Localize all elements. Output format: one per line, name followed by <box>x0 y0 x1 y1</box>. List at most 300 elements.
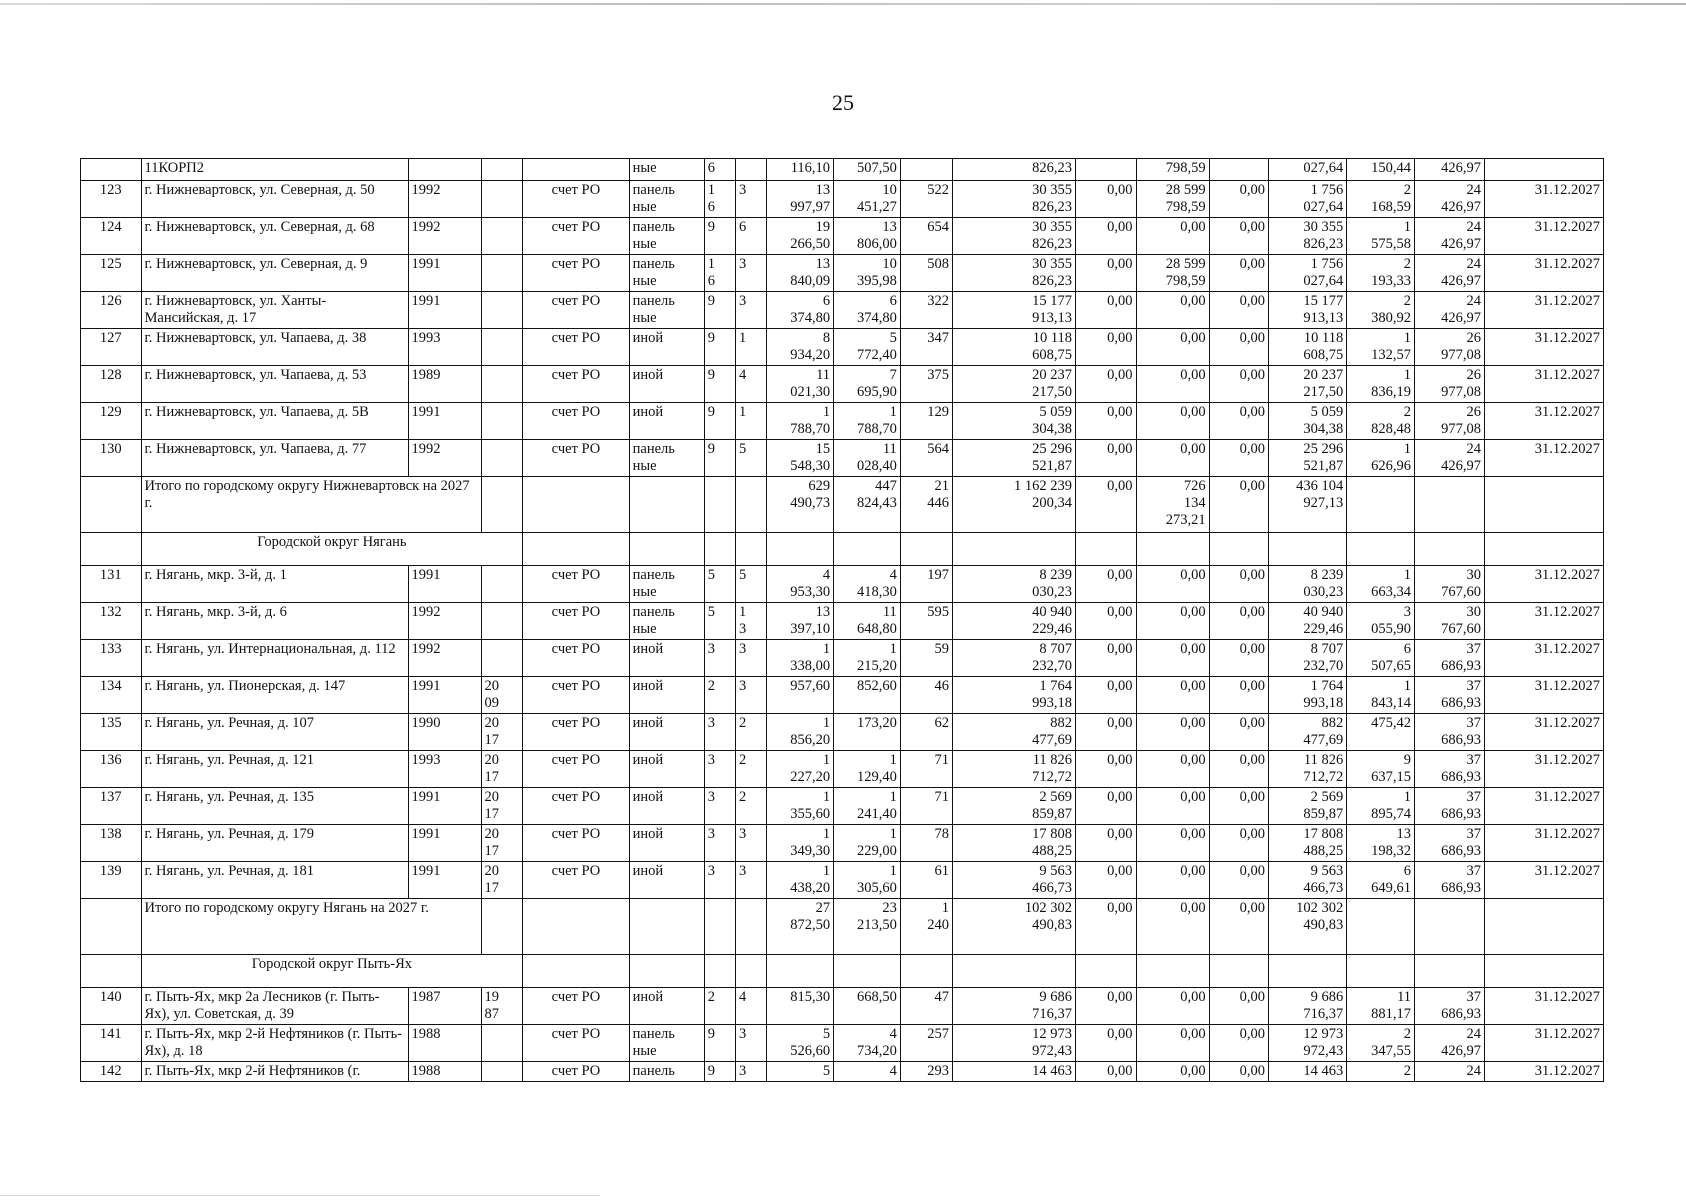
municipal-funds-cell: 0,00 <box>1136 714 1209 751</box>
address-cell: г. Нижневартовск, ул. Северная, д. 68 <box>141 218 408 255</box>
total-cost-cell: 9 686 716,37 <box>952 988 1075 1025</box>
other-funds-cell: 0,00 <box>1209 566 1268 603</box>
total-cost-cell: 826,23 <box>952 159 1075 181</box>
entrances-cell: 1 <box>736 329 767 366</box>
fund-type-cell: счет РО <box>523 566 629 603</box>
row-number-cell: 134 <box>81 677 142 714</box>
total-area-cell: 1 338,00 <box>767 640 834 677</box>
empty-cell <box>81 159 142 181</box>
entrances-cell: 4 <box>736 988 767 1025</box>
empty-cell <box>523 899 629 955</box>
year-built-cell: 1992 <box>408 603 481 640</box>
floors-cell: 2 <box>704 988 735 1025</box>
fund-type-cell: счет РО <box>523 988 629 1025</box>
year-built-cell: 1991 <box>408 255 481 292</box>
max-unit-cost-cell: 37 686,93 <box>1415 862 1485 899</box>
total-label-cell: Итого по городскому округу Нягань на 2027 г. <box>141 899 481 955</box>
table-row <box>81 640 1604 677</box>
row-number-cell: 132 <box>81 603 142 640</box>
section-header-row <box>81 955 1604 988</box>
empty-cell <box>1347 477 1415 533</box>
fund-type-cell: счет РО <box>523 677 629 714</box>
year-built-cell: 1992 <box>408 440 481 477</box>
owners-funds-cell: 8 707 232,70 <box>1269 640 1347 677</box>
year-renovated-cell: 20 17 <box>481 825 523 862</box>
residents-cell: 71 <box>900 751 952 788</box>
other-funds-cell: 0,00 <box>1209 751 1268 788</box>
total-cost-cell: 15 177 913,13 <box>952 292 1075 329</box>
floors-cell: 5 <box>704 566 735 603</box>
unit-cost-cell: 6 649,61 <box>1347 862 1415 899</box>
wall-material-cell: панель ные <box>629 218 704 255</box>
unit-cost-cell: 2 380,92 <box>1347 292 1415 329</box>
deadline-cell: 31.12.2027 <box>1484 751 1603 788</box>
year-built-cell: 1987 <box>408 988 481 1025</box>
residents-cell: 61 <box>900 862 952 899</box>
unit-cost-cell: 2 347,55 <box>1347 1025 1415 1062</box>
max-unit-cost-cell: 24 426,97 <box>1415 1025 1485 1062</box>
total-area-cell: 13 997,97 <box>767 181 834 218</box>
regional-funds-cell: 0,00 <box>1076 751 1137 788</box>
year-renovated-cell <box>481 566 523 603</box>
unit-cost-cell: 1 626,96 <box>1347 440 1415 477</box>
table-row <box>81 1062 1604 1082</box>
entrances-cell: 5 <box>736 440 767 477</box>
municipal-funds-cell: 0,00 <box>1136 329 1209 366</box>
owners-funds-cell: 11 826 712,72 <box>1269 751 1347 788</box>
unit-cost-cell: 2 168,59 <box>1347 181 1415 218</box>
section-title-cell: Городской округ Нягань <box>141 533 523 566</box>
max-unit-cost-cell: 26 977,08 <box>1415 366 1485 403</box>
empty-cell <box>1484 533 1603 566</box>
max-unit-cost-cell: 37 686,93 <box>1415 988 1485 1025</box>
floors-cell: 9 <box>704 218 735 255</box>
total-cost-cell: 10 118 608,75 <box>952 329 1075 366</box>
empty-cell <box>523 955 629 988</box>
row-number-cell: 136 <box>81 751 142 788</box>
address-cell: г. Пыть-Ях, мкр 2-й Нефтяников (г. <box>141 1062 408 1082</box>
wall-material-cell: панель ные <box>629 603 704 640</box>
unit-cost-cell: 11 881,17 <box>1347 988 1415 1025</box>
other-funds-cell: 0,00 <box>1209 988 1268 1025</box>
year-renovated-cell: 19 87 <box>481 988 523 1025</box>
continuation-row <box>81 159 1604 181</box>
residents-cell: 59 <box>900 640 952 677</box>
year-renovated-cell: 20 17 <box>481 862 523 899</box>
owners-funds-cell: 9 686 716,37 <box>1269 988 1347 1025</box>
total-row <box>81 477 1604 533</box>
address-cell: г. Нижневартовск, ул. Ханты-Мансийская, д. 17 <box>141 292 408 329</box>
unit-cost-cell: 1 132,57 <box>1347 329 1415 366</box>
table-row <box>81 403 1604 440</box>
living-area-cell: 5 772,40 <box>834 329 901 366</box>
entrances-cell: 2 <box>736 714 767 751</box>
living-area-cell: 11 028,40 <box>834 440 901 477</box>
empty-cell <box>1415 955 1485 988</box>
regional-funds-cell: 0,00 <box>1076 1062 1137 1082</box>
year-renovated-cell <box>481 292 523 329</box>
max-unit-cost-cell: 26 977,08 <box>1415 329 1485 366</box>
year-built-cell: 1991 <box>408 677 481 714</box>
max-unit-cost-cell: 30 767,60 <box>1415 566 1485 603</box>
floors-cell: 2 <box>704 677 735 714</box>
living-area-cell: 13 806,00 <box>834 218 901 255</box>
empty-cell <box>704 477 735 533</box>
living-area-cell: 173,20 <box>834 714 901 751</box>
wall-material-cell: иной <box>629 825 704 862</box>
table-row <box>81 677 1604 714</box>
entrances-cell: 3 <box>736 677 767 714</box>
municipal-funds-cell: 0,00 <box>1136 1062 1209 1082</box>
address-cell: г. Нижневартовск, ул. Чапаева, д. 5В <box>141 403 408 440</box>
owners-funds-cell: 1 756 027,64 <box>1269 255 1347 292</box>
owners-funds-cell: 882 477,69 <box>1269 714 1347 751</box>
year-built-cell: 1991 <box>408 292 481 329</box>
row-number-cell: 129 <box>81 403 142 440</box>
floors-cell: 3 <box>704 751 735 788</box>
living-area-cell: 4 <box>834 1062 901 1082</box>
empty-cell <box>834 955 901 988</box>
owners-funds-cell: 17 808 488,25 <box>1269 825 1347 862</box>
total-cost-cell: 11 826 712,72 <box>952 751 1075 788</box>
fund-type-cell: счет РО <box>523 751 629 788</box>
row-number-cell: 137 <box>81 788 142 825</box>
floors-cell: 1 6 <box>704 255 735 292</box>
total-area-cell: 6 374,80 <box>767 292 834 329</box>
entrances-cell: 6 <box>736 218 767 255</box>
year-built-cell: 1989 <box>408 366 481 403</box>
floors-cell: 3 <box>704 788 735 825</box>
total-area-cell: 116,10 <box>767 159 834 181</box>
deadline-cell: 31.12.2027 <box>1484 566 1603 603</box>
deadline-cell: 31.12.2027 <box>1484 714 1603 751</box>
other-funds-cell: 0,00 <box>1209 640 1268 677</box>
total-row <box>81 899 1604 955</box>
row-number-cell: 135 <box>81 714 142 751</box>
living-area-cell: 1 129,40 <box>834 751 901 788</box>
deadline-cell: 31.12.2027 <box>1484 603 1603 640</box>
total-cost-cell: 1 162 239 200,34 <box>952 477 1075 533</box>
total-area-cell: 629 490,73 <box>767 477 834 533</box>
year-built-cell: 1988 <box>408 1062 481 1082</box>
owners-funds-cell: 9 563 466,73 <box>1269 862 1347 899</box>
table-row <box>81 566 1604 603</box>
total-cost-cell: 1 764 993,18 <box>952 677 1075 714</box>
max-unit-cost-cell: 26 977,08 <box>1415 403 1485 440</box>
max-unit-cost-cell: 37 686,93 <box>1415 714 1485 751</box>
municipal-funds-cell: 0,00 <box>1136 640 1209 677</box>
year-built-cell: 1991 <box>408 862 481 899</box>
table-row <box>81 181 1604 218</box>
empty-cell <box>1484 159 1603 181</box>
empty-cell <box>81 533 142 566</box>
table-row <box>81 329 1604 366</box>
empty-cell <box>523 159 629 181</box>
deadline-cell: 31.12.2027 <box>1484 366 1603 403</box>
table-row <box>81 255 1604 292</box>
entrances-cell: 3 <box>736 862 767 899</box>
year-renovated-cell <box>481 403 523 440</box>
unit-cost-cell: 9 637,15 <box>1347 751 1415 788</box>
wall-material-cell: иной <box>629 329 704 366</box>
residents-cell: 46 <box>900 677 952 714</box>
empty-cell <box>767 955 834 988</box>
address-cell: г. Нягань, мкр. 3-й, д. 1 <box>141 566 408 603</box>
owners-funds-cell: 102 302 490,83 <box>1269 899 1347 955</box>
owners-funds-cell: 027,64 <box>1269 159 1347 181</box>
empty-cell <box>704 899 735 955</box>
living-area-cell: 507,50 <box>834 159 901 181</box>
empty-cell <box>1347 533 1415 566</box>
entrances-cell: 3 <box>736 1025 767 1062</box>
regional-funds-cell: 0,00 <box>1076 566 1137 603</box>
empty-cell <box>481 899 523 955</box>
empty-cell <box>952 533 1075 566</box>
total-area-cell: 1 355,60 <box>767 788 834 825</box>
municipal-funds-cell: 0,00 <box>1136 788 1209 825</box>
empty-cell <box>481 477 523 533</box>
floors-cell: 3 <box>704 714 735 751</box>
row-number-cell: 123 <box>81 181 142 218</box>
address-cell: г. Пыть-Ях, мкр 2а Лесников (г. Пыть-Ях), ул. Советская, д. 39 <box>141 988 408 1025</box>
empty-cell <box>736 159 767 181</box>
wall-material-cell: панель ные <box>629 1025 704 1062</box>
regional-funds-cell: 0,00 <box>1076 403 1137 440</box>
unit-cost-cell: 475,42 <box>1347 714 1415 751</box>
other-funds-cell: 0,00 <box>1209 603 1268 640</box>
total-area-cell: 1 349,30 <box>767 825 834 862</box>
floors-cell: 3 <box>704 825 735 862</box>
empty-cell <box>1415 899 1485 955</box>
max-unit-cost-cell: 37 686,93 <box>1415 751 1485 788</box>
living-area-cell: 4 734,20 <box>834 1025 901 1062</box>
floors-cell: 1 6 <box>704 181 735 218</box>
municipal-funds-cell: 0,00 <box>1136 677 1209 714</box>
section-title-cell: Городской округ Пыть-Ях <box>141 955 523 988</box>
owners-funds-cell: 1 764 993,18 <box>1269 677 1347 714</box>
other-funds-cell: 0,00 <box>1209 255 1268 292</box>
table-row <box>81 292 1604 329</box>
empty-cell <box>523 533 629 566</box>
total-cost-cell: 25 296 521,87 <box>952 440 1075 477</box>
floors-cell: 3 <box>704 640 735 677</box>
entrances-cell: 3 <box>736 181 767 218</box>
other-funds-cell: 0,00 <box>1209 862 1268 899</box>
year-renovated-cell <box>481 440 523 477</box>
empty-cell <box>408 159 481 181</box>
total-area-cell: 5 <box>767 1062 834 1082</box>
unit-cost-cell: 1 836,19 <box>1347 366 1415 403</box>
regional-funds-cell: 0,00 <box>1076 603 1137 640</box>
table-row <box>81 788 1604 825</box>
unit-cost-cell: 6 507,65 <box>1347 640 1415 677</box>
empty-cell <box>736 477 767 533</box>
wall-material-cell: иной <box>629 640 704 677</box>
living-area-cell: 447 824,43 <box>834 477 901 533</box>
entrances-cell: 2 <box>736 788 767 825</box>
other-funds-cell: 0,00 <box>1209 1025 1268 1062</box>
empty-cell <box>523 477 629 533</box>
total-cost-cell: 8 707 232,70 <box>952 640 1075 677</box>
living-area-cell: 11 648,80 <box>834 603 901 640</box>
max-unit-cost-cell: 37 686,93 <box>1415 825 1485 862</box>
deadline-cell: 31.12.2027 <box>1484 181 1603 218</box>
owners-funds-cell: 25 296 521,87 <box>1269 440 1347 477</box>
deadline-cell: 31.12.2027 <box>1484 218 1603 255</box>
total-area-cell: 13 840,09 <box>767 255 834 292</box>
year-built-cell: 1993 <box>408 329 481 366</box>
floors-cell: 9 <box>704 366 735 403</box>
table-row <box>81 751 1604 788</box>
fund-type-cell: счет РО <box>523 292 629 329</box>
row-number-cell: 126 <box>81 292 142 329</box>
other-funds-cell: 0,00 <box>1209 329 1268 366</box>
address-cell: г. Нижневартовск, ул. Чапаева, д. 77 <box>141 440 408 477</box>
deadline-cell: 31.12.2027 <box>1484 292 1603 329</box>
regional-funds-cell: 0,00 <box>1076 255 1137 292</box>
owners-funds-cell: 1 756 027,64 <box>1269 181 1347 218</box>
residents-cell: 129 <box>900 403 952 440</box>
municipal-funds-cell: 0,00 <box>1136 1025 1209 1062</box>
year-built-cell: 1991 <box>408 403 481 440</box>
regional-funds-cell: 0,00 <box>1076 218 1137 255</box>
fund-type-cell: счет РО <box>523 218 629 255</box>
deadline-cell: 31.12.2027 <box>1484 1025 1603 1062</box>
empty-cell <box>704 955 735 988</box>
empty-cell <box>1076 955 1137 988</box>
total-area-cell: 11 021,30 <box>767 366 834 403</box>
table-row <box>81 862 1604 899</box>
table-row <box>81 218 1604 255</box>
residents-cell: 257 <box>900 1025 952 1062</box>
total-label-cell: Итого по городскому округу Нижневартовск на 2027 г. <box>141 477 481 533</box>
empty-cell <box>481 159 523 181</box>
address-cell: г. Нижневартовск, ул. Чапаева, д. 53 <box>141 366 408 403</box>
municipal-funds-cell: 0,00 <box>1136 862 1209 899</box>
floors-cell: 9 <box>704 292 735 329</box>
address-cell: г. Нягань, ул. Речная, д. 121 <box>141 751 408 788</box>
table-row <box>81 366 1604 403</box>
year-renovated-cell: 20 09 <box>481 677 523 714</box>
empty-cell <box>1269 533 1347 566</box>
municipal-funds-cell: 28 599 798,59 <box>1136 181 1209 218</box>
empty-cell <box>1415 533 1485 566</box>
unit-cost-cell: 2 <box>1347 1062 1415 1082</box>
owners-funds-cell: 8 239 030,23 <box>1269 566 1347 603</box>
total-area-cell: 19 266,50 <box>767 218 834 255</box>
unit-cost-cell: 1 843,14 <box>1347 677 1415 714</box>
residents-cell: 21 446 <box>900 477 952 533</box>
empty-cell <box>1209 533 1268 566</box>
year-built-cell: 1992 <box>408 181 481 218</box>
entrances-cell: 4 <box>736 366 767 403</box>
empty-cell <box>736 955 767 988</box>
owners-funds-cell: 40 940 229,46 <box>1269 603 1347 640</box>
address-cell: 11КОРП2 <box>141 159 408 181</box>
row-number-cell: 125 <box>81 255 142 292</box>
scan-artifact-bottom <box>0 1195 600 1196</box>
total-area-cell: 4 953,30 <box>767 566 834 603</box>
year-renovated-cell <box>481 603 523 640</box>
total-cost-cell: 40 940 229,46 <box>952 603 1075 640</box>
municipal-funds-cell: 0,00 <box>1136 292 1209 329</box>
total-cost-cell: 30 355 826,23 <box>952 255 1075 292</box>
total-cost-cell: 30 355 826,23 <box>952 218 1075 255</box>
empty-cell <box>1136 955 1209 988</box>
total-area-cell: 15 548,30 <box>767 440 834 477</box>
table-row <box>81 440 1604 477</box>
municipal-funds-cell: 798,59 <box>1136 159 1209 181</box>
fund-type-cell: счет РО <box>523 640 629 677</box>
empty-cell <box>81 955 142 988</box>
total-cost-cell: 14 463 <box>952 1062 1075 1082</box>
regional-funds-cell: 0,00 <box>1076 714 1137 751</box>
empty-cell <box>900 955 952 988</box>
year-renovated-cell <box>481 218 523 255</box>
row-number-cell: 139 <box>81 862 142 899</box>
deadline-cell: 31.12.2027 <box>1484 329 1603 366</box>
empty-cell <box>1484 899 1603 955</box>
living-area-cell: 7 695,90 <box>834 366 901 403</box>
total-cost-cell: 882 477,69 <box>952 714 1075 751</box>
year-renovated-cell: 20 17 <box>481 714 523 751</box>
empty-cell <box>629 533 704 566</box>
living-area-cell: 1 788,70 <box>834 403 901 440</box>
fund-type-cell: счет РО <box>523 714 629 751</box>
owners-funds-cell: 15 177 913,13 <box>1269 292 1347 329</box>
empty-cell <box>481 1062 523 1082</box>
living-area-cell: 6 374,80 <box>834 292 901 329</box>
address-cell: г. Нягань, мкр. 3-й, д. 6 <box>141 603 408 640</box>
fund-type-cell: счет РО <box>523 862 629 899</box>
table-row <box>81 714 1604 751</box>
empty-cell <box>81 477 142 533</box>
address-cell: г. Нягань, ул. Интернациональная, д. 112 <box>141 640 408 677</box>
max-unit-cost-cell: 24 426,97 <box>1415 181 1485 218</box>
empty-cell <box>1209 159 1268 181</box>
unit-cost-cell: 2 828,48 <box>1347 403 1415 440</box>
wall-material-cell: иной <box>629 403 704 440</box>
residents-cell: 62 <box>900 714 952 751</box>
other-funds-cell: 0,00 <box>1209 825 1268 862</box>
owners-funds-cell: 5 059 304,38 <box>1269 403 1347 440</box>
max-unit-cost-cell: 426,97 <box>1415 159 1485 181</box>
entrances-cell: 1 <box>736 403 767 440</box>
fund-type-cell: счет РО <box>523 788 629 825</box>
empty-cell <box>1076 159 1137 181</box>
regional-funds-cell: 0,00 <box>1076 292 1137 329</box>
other-funds-cell: 0,00 <box>1209 292 1268 329</box>
municipal-funds-cell: 0,00 <box>1136 751 1209 788</box>
floors-cell: 9 <box>704 1025 735 1062</box>
empty-cell <box>629 477 704 533</box>
empty-cell <box>736 899 767 955</box>
deadline-cell: 31.12.2027 <box>1484 255 1603 292</box>
year-built-cell: 1991 <box>408 825 481 862</box>
wall-material-cell: иной <box>629 988 704 1025</box>
wall-material-cell: панель ные <box>629 566 704 603</box>
unit-cost-cell: 1 575,58 <box>1347 218 1415 255</box>
municipal-funds-cell: 0,00 <box>1136 440 1209 477</box>
other-funds-cell: 0,00 <box>1209 477 1268 533</box>
max-unit-cost-cell: 37 686,93 <box>1415 640 1485 677</box>
deadline-cell: 31.12.2027 <box>1484 403 1603 440</box>
address-cell: г. Нижневартовск, ул. Северная, д. 9 <box>141 255 408 292</box>
regional-funds-cell: 0,00 <box>1076 477 1137 533</box>
deadline-cell: 31.12.2027 <box>1484 988 1603 1025</box>
entrances-cell: 5 <box>736 566 767 603</box>
living-area-cell: 1 241,40 <box>834 788 901 825</box>
